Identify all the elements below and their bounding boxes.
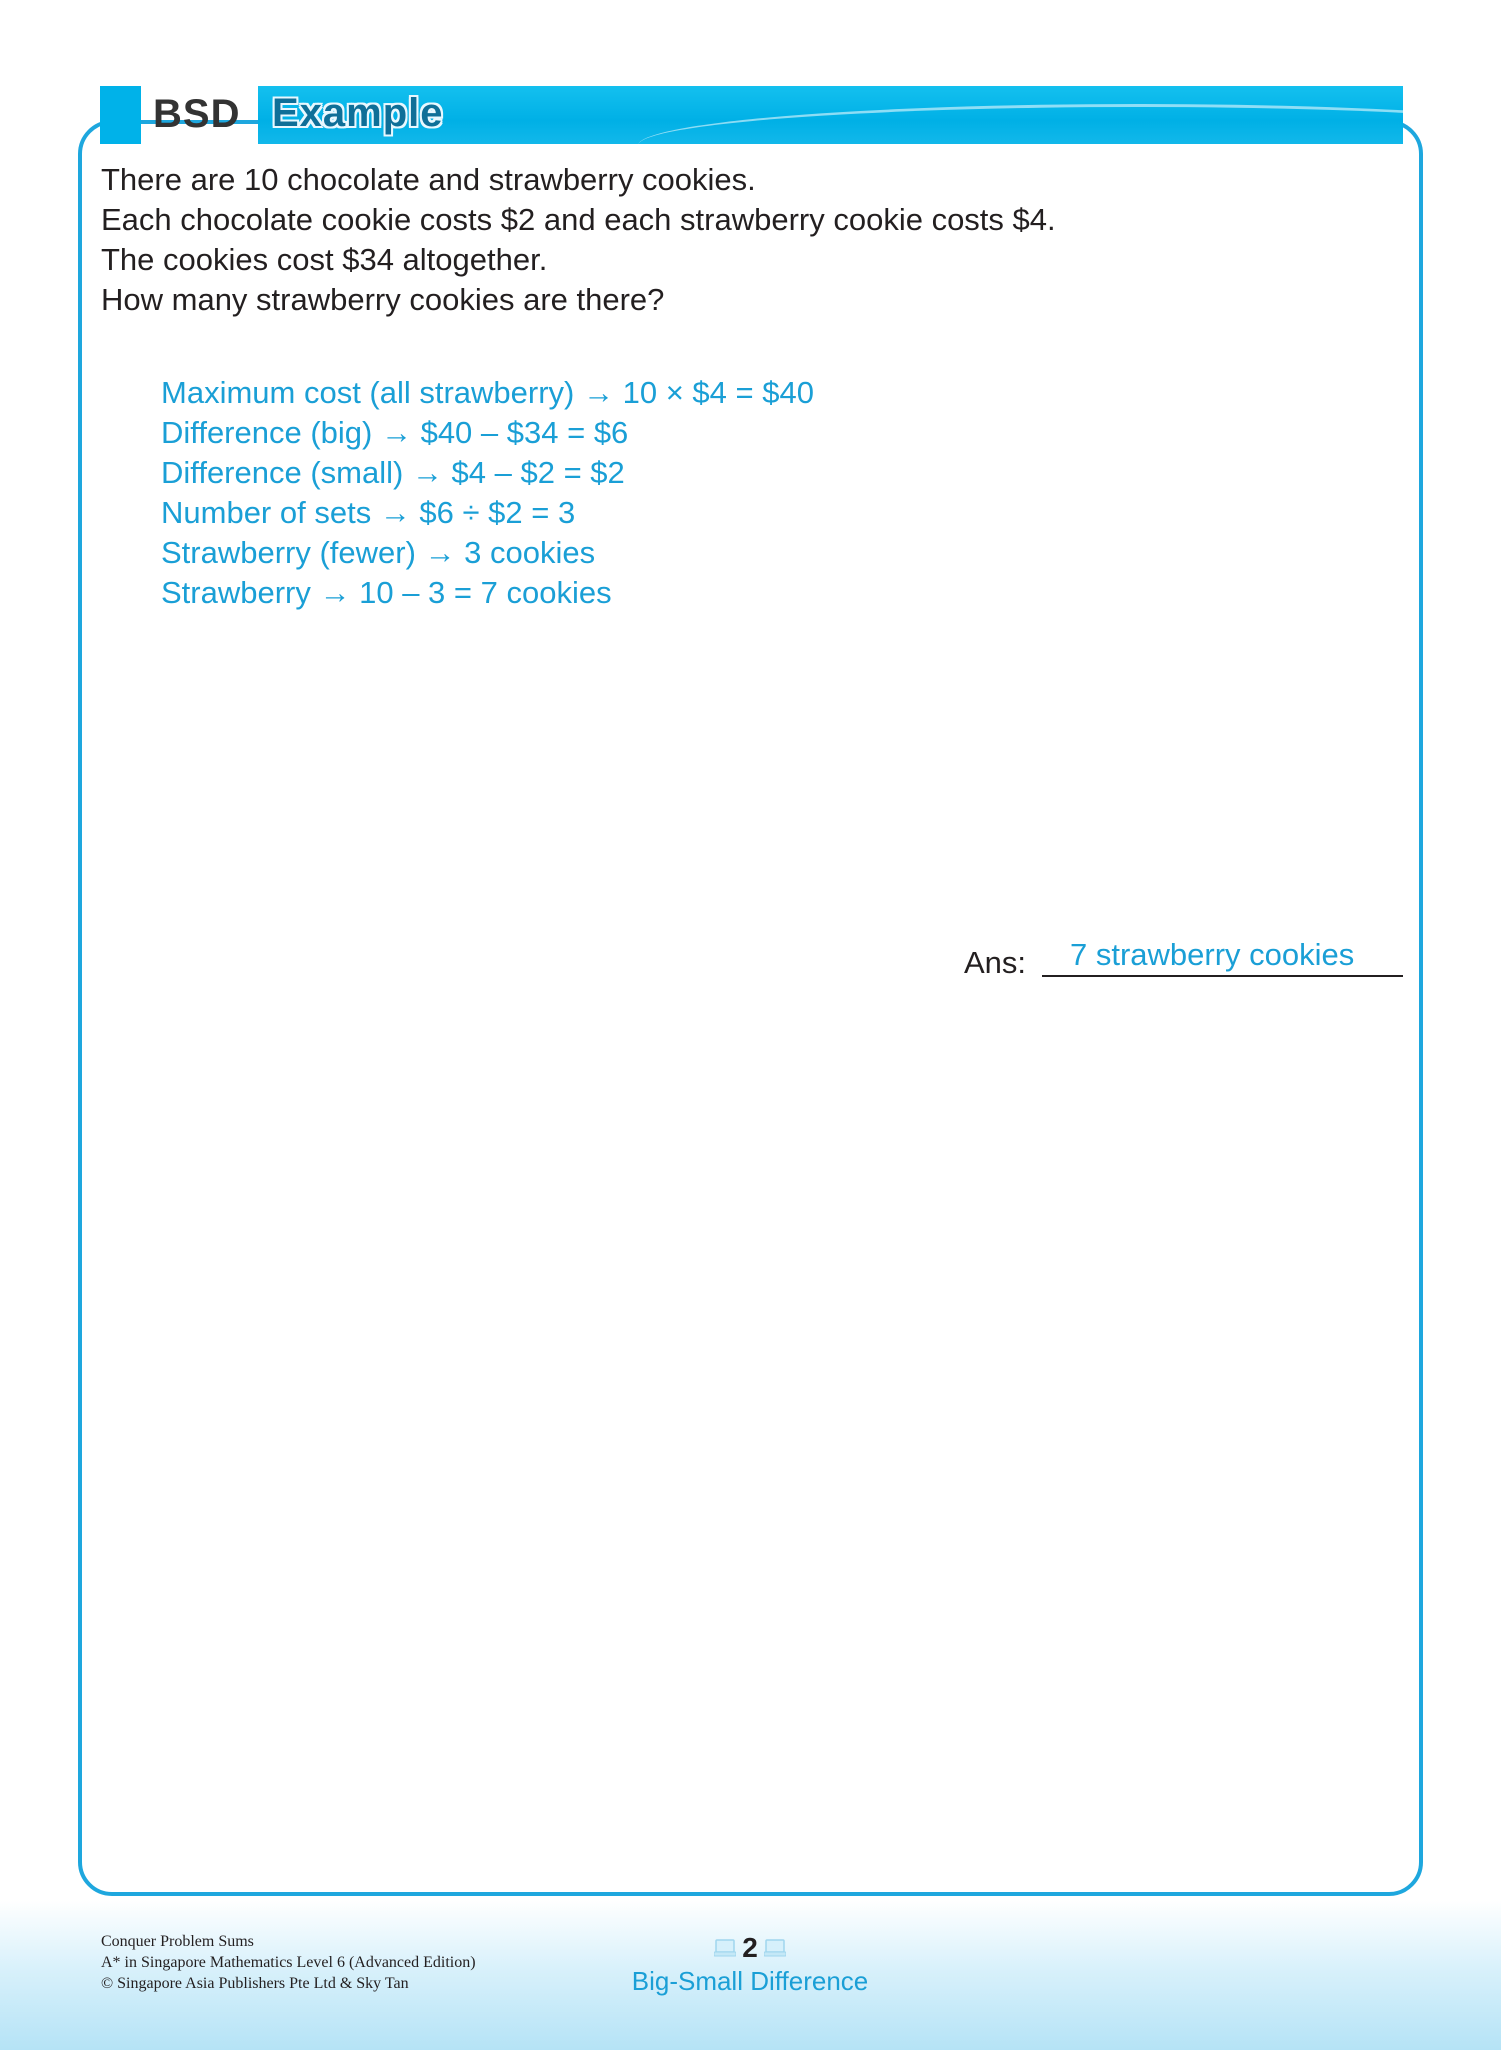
working-step: Strawberry → 10 – 3 = 7 cookies [161, 575, 612, 610]
question-line: How many strawberry cookies are there? [101, 282, 665, 317]
working-step: Maximum cost (all strawberry) → 10 × $4 = $40 [161, 375, 814, 410]
publisher-info [101, 1931, 476, 1994]
book-icon [764, 1939, 786, 1957]
solution-working [161, 373, 1361, 613]
answer-label: Ans: [964, 945, 1027, 980]
answer-underline [1042, 975, 1403, 977]
page-number-row [600, 1930, 900, 1966]
chapter-title: Big-Small Difference [631, 1966, 869, 1996]
section-code: BSD [153, 92, 241, 136]
working-step: Difference (big) → $40 – $34 = $6 [161, 415, 629, 450]
working-step: Strawberry (fewer) → 3 cookies [161, 535, 596, 570]
question-line: The cookies cost $34 altogether. [101, 242, 548, 277]
publisher-line: Conquer Problem Sums [101, 1933, 254, 1950]
question-text [101, 160, 1401, 320]
header-swoosh-decoration [638, 104, 1403, 144]
section-header [0, 86, 1501, 144]
header-title-bar [258, 86, 1403, 144]
header-accent-block [100, 86, 141, 144]
working-step: Difference (small) → $4 – $2 = $2 [161, 455, 625, 490]
answer-value: 7 strawberry cookies [1070, 937, 1355, 972]
working-step: Number of sets → $6 ÷ $2 = 3 [161, 495, 576, 530]
answer-block [964, 935, 1404, 981]
book-icon [714, 1939, 736, 1957]
question-line: There are 10 chocolate and strawberry cookies. [101, 162, 756, 197]
question-line: Each chocolate cookie costs $2 and each strawberry cookie costs $4. [101, 202, 1056, 237]
section-title: Example [272, 91, 444, 135]
publisher-line: A* in Singapore Mathematics Level 6 (Advanced Edition) [101, 1954, 476, 1971]
publisher-line: © Singapore Asia Publishers Pte Ltd & Sky Tan [101, 1975, 409, 1992]
page-number: 2 [742, 1932, 758, 1963]
page-footer-center [600, 1930, 900, 1997]
